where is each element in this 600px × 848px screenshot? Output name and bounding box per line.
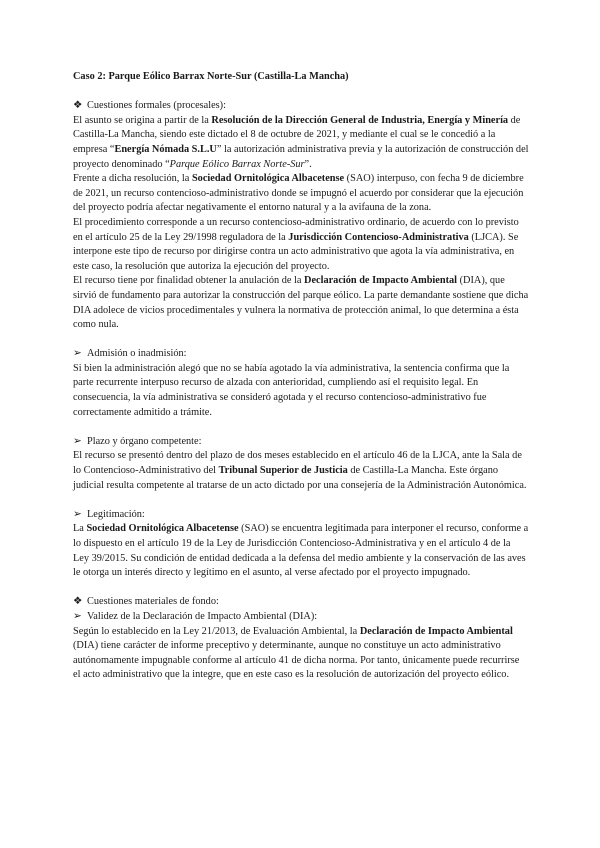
text-run: Según lo establecido en la Ley 21/2013, de Evaluación Ambiental, la (73, 625, 360, 637)
paragraph-admission: Si bien la administración alegó que no se había agotado la vía administrativa, la sentencia confirma que la parte recurrente interpuso recurso de alzada con anterioridad, cumpliendo así el requisito legal. En consecuencia, la vía administrativa se consideró agotada y el recurso contencioso-administrativo fue correctamente admitido a trámite. (73, 362, 510, 418)
section-heading-admission (73, 347, 529, 362)
heading-text: Cuestiones materiales de fondo: (87, 596, 219, 608)
bold-dia: Declaración de Impacto Ambiental (359, 625, 513, 637)
bold-society: Sociedad Ornitológica Albacetense (191, 173, 345, 185)
arrow-bullet-icon: ➢ (73, 508, 82, 520)
text-run: (SAO) interpuso, con fecha 9 de diciembre de 2021, un recurso contencioso-administrativo donde se impugnó el acuerdo por considerar que la ejecución del proyecto podría afectar negativamente el entorno natural y a la avifauna de la zona. (73, 173, 524, 214)
subsection-heading-dia (73, 610, 529, 625)
text-run: de Castilla-La Mancha. Este órgano judicial resulta competente al tratarse de un acto dictado por una consejería de la Administración Autonómica. (73, 465, 527, 491)
italic-project-name: Parque Eólico Barrax Norte-Sur (169, 158, 305, 170)
text-run: Frente a dicha resolución, la (73, 173, 192, 185)
section-heading-formal (73, 99, 529, 114)
heading-text: Admisión o inadmisión: (87, 348, 187, 360)
section-heading-deadline (73, 435, 529, 450)
arrow-bullet-icon: ➢ (73, 610, 82, 622)
text-run: (SAO) se encuentra legitimada para interponer el recurso, conforme a lo dispuesto en el artículo 19 de la Ley de Jurisdicción Contencioso-Administrativa y en el artículo 4 de la Ley 39/2015. Su condición de entidad dedicada a la defensa del medio ambiente y la conservación de las aves le otorga un interés directo y legítimo en el asunto, al verse afectado por el proyecto impugnado. (73, 523, 529, 579)
bold-society: Sociedad Ornitológica Albacetense (86, 523, 239, 535)
bold-company: Energía Nómada S.L.U (114, 143, 217, 155)
bold-tribunal: Tribunal Superior de Justicia (218, 465, 348, 477)
section-heading-standing (73, 508, 529, 523)
paragraph-origin (73, 114, 529, 172)
heading-text: Plazo y órgano competente: (87, 435, 202, 447)
section-standing (73, 508, 529, 581)
document-content (73, 70, 529, 683)
text-run: La (73, 523, 87, 535)
diamond-bullet-icon: ❖ (73, 100, 83, 112)
section-formal-issues (73, 99, 529, 333)
paragraph-deadline (73, 449, 529, 493)
text-run: El recurso tiene por finalidad obtener la anulación de la (73, 275, 305, 287)
text-run: (DIA) tiene carácter de informe preceptivo y determinante, aunque no constituye un acto administrativo autónomamente impugnable conforme al artículo 41 de dicha norma. Por tanto, únicamente puede recurrirse el acto administrativo que la integre, que en este caso es la resolución de autorización del proyecto eólico. (73, 640, 520, 681)
heading-text: Cuestiones formales (procesales): (87, 100, 226, 112)
text-run: El recurso se presentó dentro del plazo de dos meses establecido en el artículo 46 de la LJCA, ante la Sala de lo Contencioso-Administrativo del (73, 450, 522, 477)
arrow-bullet-icon: ➢ (73, 435, 82, 447)
paragraph-appeal (73, 172, 529, 216)
heading-text: Legitimación: (87, 508, 145, 520)
case-title: Caso 2: Parque Eólico Barrax Norte-Sur (Castilla-La Mancha) (73, 71, 349, 82)
arrow-bullet-icon: ➢ (73, 348, 82, 360)
paragraph-standing (73, 522, 529, 580)
text-run: (LJCA). Se interpone este tipo de recurso por dirigirse contra un acto administrativo que agota la vía administrativa, en este caso, la resolución que autoriza la ejecución del proyecto. (73, 231, 519, 272)
bold-dia: Declaración de Impacto Ambiental (304, 275, 458, 287)
section-heading-substantive (73, 595, 529, 610)
text-run: El asunto se origina a partir de la (73, 114, 212, 126)
paragraph-dia-validity (73, 625, 529, 683)
text-run: (DIA), que sirvió de fundamento para autorizar la construcción del parque eólico. La parte demandante sostiene que dicha DIA adolece de vicios procedimentales y vulnera la normativa de protección animal, lo que determina a ésta como nula. (73, 275, 529, 331)
paragraph-purpose (73, 274, 529, 332)
section-deadline (73, 435, 529, 493)
bold-jurisdiction: Jurisdicción Contencioso-Administrativa (288, 231, 469, 243)
text-run: ”. (304, 158, 312, 170)
paragraph-procedure (73, 216, 529, 274)
text-run: ” la autorización administrativa previa y la autorización de construcción del proyecto denominado “ (73, 143, 529, 170)
heading-text: Validez de la Declaración de Impacto Ambiental (DIA): (87, 610, 318, 622)
section-substantive (73, 595, 529, 683)
text-run: El procedimiento corresponde a un recurso contencioso-administrativo ordinario, de acuerdo con lo previsto en el artículo 25 de la Ley 29/1998 reguladora de la (73, 216, 519, 243)
diamond-bullet-icon: ❖ (73, 596, 83, 608)
section-admission (73, 347, 529, 420)
text-run: de Castilla-La Mancha, siendo este dictado el 8 de octubre de 2021, y mediante el cual se le concedió a la empresa “ (73, 114, 521, 155)
bold-resolution: Resolución de la Dirección General de Industria, Energía y Minería (211, 114, 509, 126)
